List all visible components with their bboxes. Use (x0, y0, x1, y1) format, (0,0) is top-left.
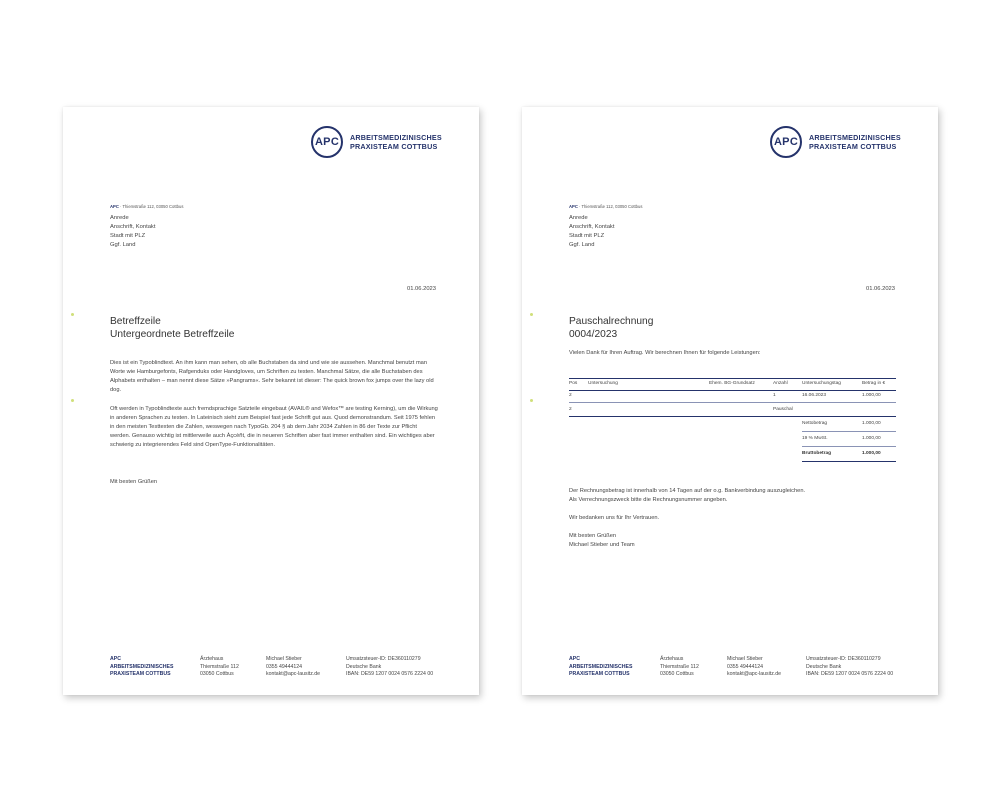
sub-subject-line: Untergeordnete Betreffzeile (110, 329, 235, 340)
footer-contact (266, 656, 320, 679)
body-paragraph-2: Oft werden in Typoblindtexte auch fremdsprachige Satzteile eingebaut (AVAIL® and Wefox™ are testing Kerning), um die Wirkung in anderen Sprachen zu testen. In Lateinisch sieht zum Beispiel fast jede Schrift gut aus. Quod demonstrandum. Seit 1975 fehlen in den meisten Testtexten die Zahlen, weswegen nach TypoGb. 204 § ab dem Jahr 2034 Zahlen in 86 der Texte zur Pflicht werden. Genauso wichtig ist mittlerweile auch Àçcèñt, die in neueren Schriften aber fast immer enthalten sind. Ein wichtiges aber schwierig zu integrierendes Feld sind OpenType-Funktionalitäten. (110, 406, 438, 448)
invoice-title-line: Pauschalrechnung (569, 316, 654, 327)
table-row (569, 390, 896, 402)
footer-line: kontakt@apc-lausitz.de (266, 671, 320, 677)
footer-line: Umsatzsteuer-ID: DE360110279 (346, 656, 421, 662)
closing: Mit besten Grüßen (110, 479, 158, 485)
address-line: Anrede (569, 215, 588, 221)
header-anzahl: Anzahl (773, 381, 788, 386)
cell-pos: 2 (569, 407, 572, 412)
invoice-page (522, 107, 938, 695)
fold-mark (530, 313, 533, 316)
logo-line-2: PRAXISTEAM COTTBUS (809, 142, 897, 151)
invoice-title (569, 315, 653, 341)
footer-line: kontakt@apc-lausitz.de (727, 671, 781, 677)
header-betrag: Betrag in € (862, 381, 886, 386)
header-untersuchungstag: Untersuchungstag (802, 381, 841, 386)
address-line: Stadt mit PLZ (569, 233, 605, 239)
footer-line: 03050 Cottbus (200, 671, 234, 677)
logo-line-1: ARBEITSMEDIZINISCHES (350, 133, 442, 142)
header-bg-grundsatz: Ehem. BG-Grundsatz (709, 381, 755, 386)
total-label: 19 % MwSt. (802, 436, 828, 441)
footer-brand (569, 656, 632, 679)
invoice-intro: Vielen Dank für Ihren Auftrag. Wir berechnen Ihnen für folgende Leistungen: (569, 350, 761, 356)
footer-contact (727, 656, 781, 679)
cell-anzahl: Pauschal (773, 407, 793, 412)
address-line: Ggf. Land (569, 242, 595, 248)
footer-line: IBAN: DE59 1207 0024 0576 2224 00 (806, 671, 894, 677)
footer-line: IBAN: DE59 1207 0024 0576 2224 00 (346, 671, 434, 677)
logo-line-2: PRAXISTEAM COTTBUS (350, 142, 438, 151)
fold-mark (71, 399, 74, 402)
cell-anzahl: 1 (773, 393, 776, 398)
header-untersuchung: Untersuchung (588, 381, 618, 386)
header-pos: Pos (569, 381, 578, 386)
total-value: 1.000,00 (862, 436, 881, 441)
footer-line: Michael Stieber (266, 656, 302, 662)
footer-office (660, 656, 699, 679)
footer-office (200, 656, 239, 679)
footer-line: Michael Stieber (727, 656, 763, 662)
cell-betrag: 1.000,00 (862, 393, 881, 398)
payment-line: Als Verrechnungszweck bitte die Rechnungsnummer angeben. (569, 497, 728, 503)
payment-line: Der Rechnungsbetrag ist innerhalb von 14 Tagen auf der o.g. Bankverbindung auszugleichen. (569, 488, 806, 494)
address-line: Stadt mit PLZ (110, 233, 146, 239)
footer-line: PRAXISTEAM COTTBUS (569, 671, 630, 677)
apc-logo-icon: APC (770, 126, 802, 158)
total-row-brutto (569, 448, 896, 460)
cell-tag: 16.06.2023 (802, 393, 827, 398)
footer-line: Ärztehaus (200, 656, 224, 662)
invoice-date: 01.06.2023 (865, 286, 895, 292)
footer-line: APC (110, 656, 121, 662)
closing-line: Mit besten Grüßen (569, 533, 617, 539)
logo-line-1: ARBEITSMEDIZINISCHES (809, 133, 901, 142)
footer-line: 0355 49444124 (727, 663, 764, 670)
footer-line: Deutsche Bank (806, 663, 842, 670)
footer-line: PRAXISTEAM COTTBUS (110, 671, 171, 677)
apc-logo-icon: APC (311, 126, 343, 158)
total-label: Nettobetrag (802, 421, 828, 426)
total-bottom-rule (802, 461, 896, 462)
footer-bank (346, 656, 433, 679)
total-rule (802, 446, 896, 447)
footer-bank (806, 656, 893, 679)
invoice-closing (569, 532, 635, 550)
address-line: Anschrift, Kontakt (110, 224, 156, 230)
footer-line: Thiemstraße 112 (200, 663, 239, 670)
logo-wordmark (350, 133, 442, 151)
footer-line: Umsatzsteuer-ID: DE360110279 (806, 656, 881, 662)
footer-line: Deutsche Bank (346, 663, 382, 670)
letter-date: 01.06.2023 (406, 286, 436, 292)
recipient-address (110, 214, 155, 250)
invoice-number: 0004/2023 (569, 329, 618, 340)
footer-line: ARBEITSMEDIZINISCHES (110, 663, 174, 670)
cell-pos: 2 (569, 393, 572, 398)
total-row-mwst (569, 433, 896, 445)
letter-page (63, 107, 479, 695)
signature-line: Michael Stieber und Team (569, 542, 635, 548)
row-rule (569, 402, 896, 403)
address-line: Anrede (110, 215, 129, 221)
total-value: 1.000,00 (862, 421, 881, 426)
fold-mark (71, 313, 74, 316)
address-line: Ggf. Land (110, 242, 136, 248)
table-header-row (569, 378, 896, 390)
logo-wordmark (809, 133, 901, 151)
footer-line: 03050 Cottbus (660, 671, 694, 677)
footer-line: ARBEITSMEDIZINISCHES (569, 663, 633, 670)
address-line: Anschrift, Kontakt (569, 224, 615, 230)
sender-line: APC · Thiemstraße 112, 03050 Cottbus (110, 204, 184, 209)
total-label: Bruttobetrag (802, 451, 832, 456)
table-bottom-rule (569, 416, 896, 417)
payment-terms (569, 487, 805, 505)
body-paragraph-1: Dies ist ein Typoblindtext. An ihm kann man sehen, ob alle Buchstaben da sind und wie sie aussehen. Manchmal benutzt man Worte wie Hamburgefonts, Rafgenduks oder Handgloves, um Schriften zu testen. Manchmal Sätze, die alle Buchstaben des Alphabets enthalten – man nennt diese Sätze »Pangrams«. Sehr bekannt ist dieser: The quick brown fox jumps over the lazy old dog. (110, 360, 434, 393)
thanks-line: Wir bedanken uns für Ihr Vertrauen. (569, 515, 660, 521)
footer-brand (110, 656, 173, 679)
total-rule (802, 431, 896, 432)
footer-line: Ärztehaus (660, 656, 684, 662)
total-value: 1.000,00 (862, 451, 881, 456)
subject-line: Betreffzeile (110, 316, 161, 327)
table-row (569, 404, 896, 416)
footer-line: APC (569, 656, 580, 662)
total-row-netto (569, 418, 896, 430)
sender-line: APC · Thiemstraße 112, 03050 Cottbus (569, 204, 643, 209)
subject (110, 315, 234, 341)
recipient-address (569, 214, 614, 250)
fold-mark (530, 399, 533, 402)
footer-line: Thiemstraße 112 (660, 663, 699, 670)
footer-line: 0355 49444124 (266, 663, 303, 670)
